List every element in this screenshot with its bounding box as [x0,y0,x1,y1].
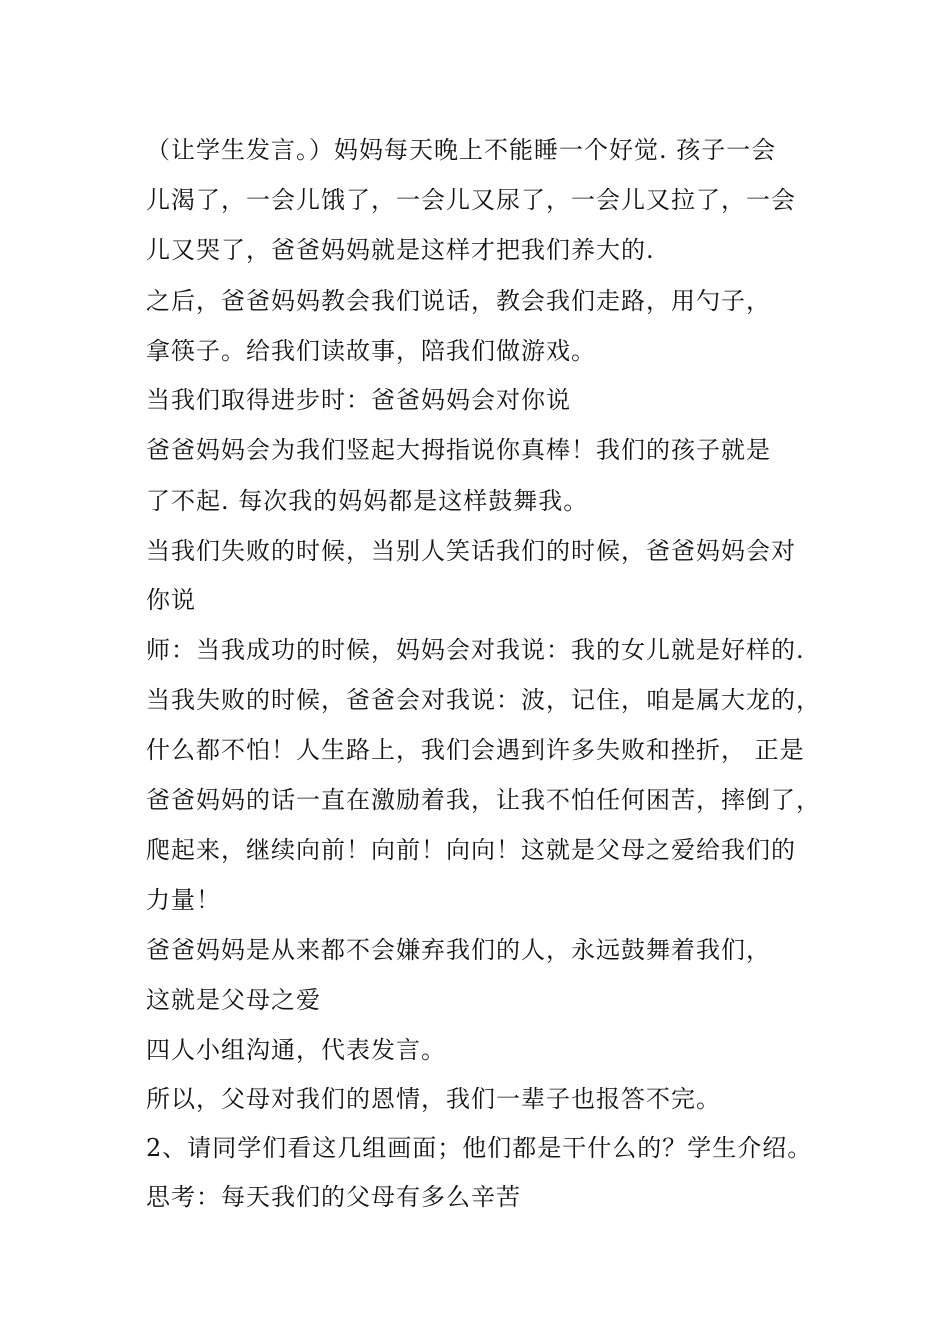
text-line: 爸爸妈妈是从来都不会嫌弃我们的人，永远鼓舞着我们， [146,936,771,964]
text-line: 你说 [146,586,196,614]
text-line: （让学生发言。）妈妈每天晚上不能睡一个好觉. 孩子一会 [146,136,777,164]
text-line: 四人小组沟通，代表发言。 [146,1036,446,1064]
text-line: 之后，爸爸妈妈教会我们说话，教会我们走路，用勺子， [146,287,771,315]
text-line: 当我们失败的时候，当别人笑话我们的时候，爸爸妈妈会对 [146,537,796,565]
text-line: 了不起. 每次我的妈妈都是这样鼓舞我。 [146,487,589,515]
text-line: 师：当我成功的时候，妈妈会对我说：我的女儿就是好样的. [146,636,805,664]
text-line: 儿又哭了，爸爸妈妈就是这样才把我们养大的. [146,236,655,264]
text-line: 拿筷子。给我们读故事，陪我们做游戏。 [146,337,596,365]
text-line: 这就是父母之爱 [146,986,321,1014]
text-line: 2、请同学们看这几组画面；他们都是干什么的？学生介绍。 [146,1134,813,1162]
text-line: 思考：每天我们的父母有多么辛苦 [146,1183,521,1211]
text-line: 所以，父母对我们的恩情，我们一辈子也报答不完。 [146,1085,721,1113]
text-line: 什么都不怕！人生路上，我们会遇到许多失败和挫折， 正是 [146,736,805,764]
text-line: 爸爸妈妈会为我们竖起大拇指说你真棒！我们的孩子就是 [146,436,771,464]
text-line: 力量！ [146,886,221,914]
text-line: 当我们取得进步时：爸爸妈妈会对你说 [146,386,571,414]
text-line: 爸爸妈妈的话一直在激励着我，让我不怕任何困苦，摔倒了， [146,786,821,814]
text-line: 儿渴了，一会儿饿了，一会儿又尿了，一会儿又拉了，一会 [146,186,796,214]
text-line: 当我失败的时候，爸爸会对我说：波，记住，咱是属大龙的， [146,686,821,714]
text-line: 爬起来，继续向前！向前！向向！这就是父母之爱给我们的 [146,836,796,864]
